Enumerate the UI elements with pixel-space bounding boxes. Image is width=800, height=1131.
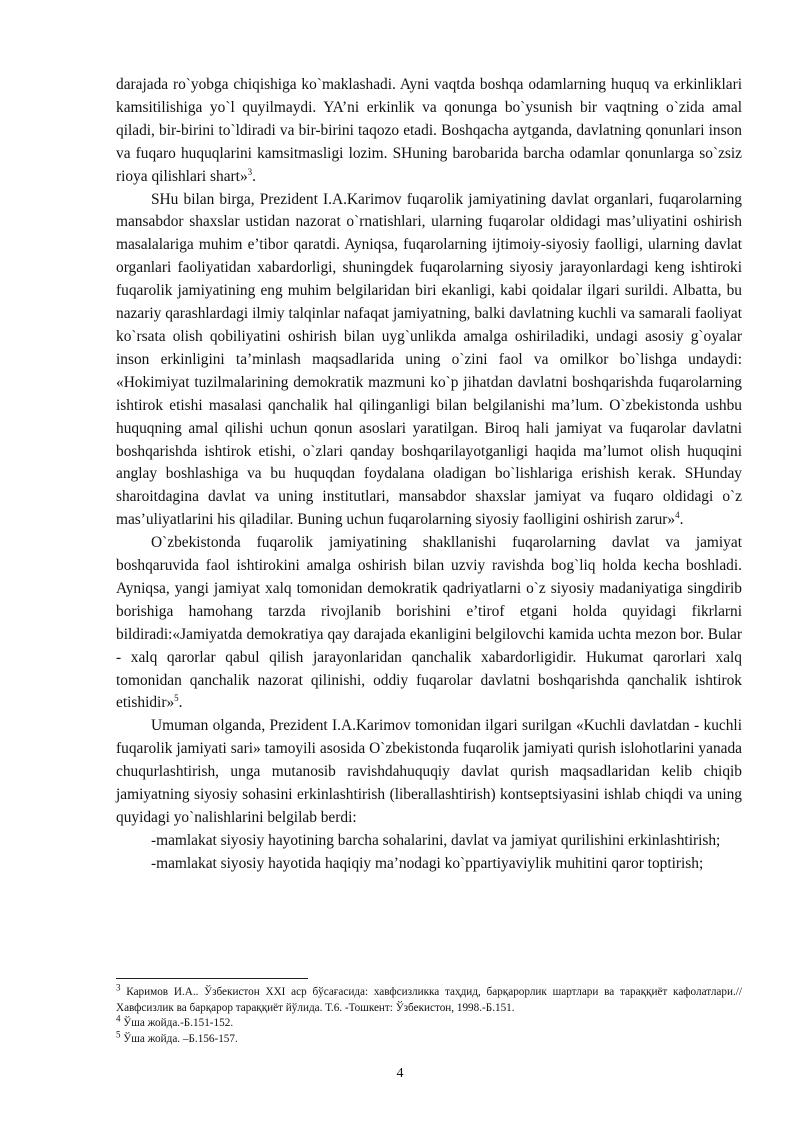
footnote-3 xyxy=(116,982,742,1016)
footnote-ref-3[interactable]: 3 xyxy=(247,166,253,177)
paragraph-4: Umuman olganda, Prezident I.A.Karimov tomonidan ilgari surilgan «Kuchli davlatdan - kuchli fuqarolik jamiyati sari» tamoyili asosida O`zbekistonda fuqarolik jamiyati qurish islohotlarini yanada chuqurlashtirish, unga mutanosib ravishdahuquqiy davlat qurish maqsadlaridan kelib chiqib jamiyatning siyosiy sohasini erkinlashtirish (liberallashtirish) kontseptsiyasini ishlab chiqdi va uning quyidagi yo`nalishlarini belgilab berdi: xyxy=(116,717,742,826)
footnote-number: 5 xyxy=(116,1028,121,1039)
page-number: 4 xyxy=(396,1066,404,1081)
paragraph-2: SHu bilan birga, Prezident I.A.Karimov fuqarolik jamiyatining davlat organlari, fuqarolarning mansabdor shaxslar ustidan nazorat o`rnatishlari, ularning fuqarolar oldidagi mas’uliyatini oshirish masalalariga muhim e’tibor qaratdi. Ayniqsa, fuqarolarning ijtimoiy-siyosiy faolligi, ularning davlat organlari faoliyatidan xabardorligi, shuningdek fuqarolarning siyosiy jarayonlardagi keng ishtiroki fuqarolik jamiyatining eng muhim belgilaridan biri ekanligi, kabi qoidalar ilgari surildi. Albatta, bu nazariy qarashlardagi ilmiy talqinlar nafaqat jamiyatning, balki davlatning kuchli va samarali faoliyat ko`rsata olish qobiliyatini oshirish bilan uyg`unlikda amalga oshiriladiki, undagi asosiy g`oyalar inson erkinligini ta’minlash maqsadlarida uning o`zini faol va omilkor bo`lishga undaydi: «Hokimiyat tuzilmalarining demokratik mazmuni ko`p jihatdan davlatni boshqarishda fuqarolarning ishtirok etishi masalasi qanchalik hal qilinganligi bilan belgilanishi ma’lum. O`zbekistonda ushbu huquqning amal qilishi uchun qonun asoslari yaratilgan. Biroq hali jamiyat va fuqarolar davlatni boshqarishda ishtirok etishi, o`zlari qanday boshqarilayotganligi haqida ma’lumot olish huquqini anglay boshlashiga va bu huquqdan foydalana oladigan bo`lishlariga erishish kerak. SHunday sharoitdagina davlat va uning institutlari, mansabdor shaxslar jamiyat va fuqaro oldidagi o`z mas’uliyatlarini his qiladilar. Buning uchun fuqarolarning siyosiy faolligini oshirish zarur»$^4$. xyxy=(116,190,742,529)
footnote-text: Ўша жойда.-Б.151-152. xyxy=(120,1017,234,1029)
paragraph-1: darajada ro`yobga chiqishiga ko`maklashadi. Ayni vaqtda boshqa odamlarning huquq va erkinliklari kamsitilishiga yo`l quyilmaydi. YA’ni erkinlik va qonunga bo`ysunish bir vaqtning o`zida amal qiladi, bir-birini to`ldiradi va bir-birini taqozo etadi. Boshqacha aytganda, davlatning qonunlari inson va fuqaro huquqlarini kamsitmasligi lozim. SHuning barobarida barcha odamlar qonunlarga so`zsiz rioya qilishlari shart»$^3$. xyxy=(116,76,742,185)
footnote-text: Каримов И.А.. Ўзбекистон XXI аср бўсағасида: хавфсизликка таҳдид, барқарорлик шартлари ва тараққиёт кафолатлари.//Хавфсизлик ва барқарор тараққиёт йўлида. Т.6. -Тошкент: Ўзбекистон, 1998.-Б.151. xyxy=(116,986,742,1014)
footnote-number: 4 xyxy=(116,1013,121,1024)
footnote-separator xyxy=(116,978,308,979)
footnote-number: 3 xyxy=(116,982,121,993)
list-item-2: -mamlakat siyosiy hayotida haqiqiy ma’nodagi ko`ppartiyaviylik muhitini qaror toptirish; xyxy=(151,854,704,872)
footnotes xyxy=(116,982,742,1047)
footnote-ref-4[interactable]: 4 xyxy=(675,510,680,521)
footnote-5 xyxy=(116,1028,742,1048)
footnote-text: Ўша жойда. –Б.156-157. xyxy=(120,1032,238,1045)
footnote-4 xyxy=(116,1013,742,1032)
list-item-1: -mamlakat siyosiy hayotining barcha sohalarini, davlat va jamiyat qurilishini erkinlashtirish; xyxy=(151,831,721,849)
paragraph-3: O`zbekistonda fuqarolik jamiyatining shakllanishi fuqarolarning davlat va jamiyat boshqaruvida faol ishtirokini amalga oshirish bilan uzviy ravishda bog`liq holda kecha boshladi. Ayniqsa, yangi jamiyat xalq tomonidan demokratik qadriyatlarni o`z siyosiy madaniyatiga singdirib borishiga hamohang tarzda rivojlanib borishini e’tirof etgani holda quyidagi fikrlarni bildiradi:«Jamiyatda demokratiya qay darajada ekanligini belgilovchi kamida uchta mezon bor. Bular - xalq qarorlar qabul qilish jarayonlaridan qanchalik xabardorligidir. Hukumat qarorlari xalq tomonidan qanchalik nazorat qilinishi, oddiy fuqarolar davlatni boshqarishda qanchalik ishtirok etishidir»$^5$. xyxy=(116,534,742,712)
footnote-ref-5[interactable]: 5 xyxy=(174,693,179,704)
body-text xyxy=(116,74,742,876)
